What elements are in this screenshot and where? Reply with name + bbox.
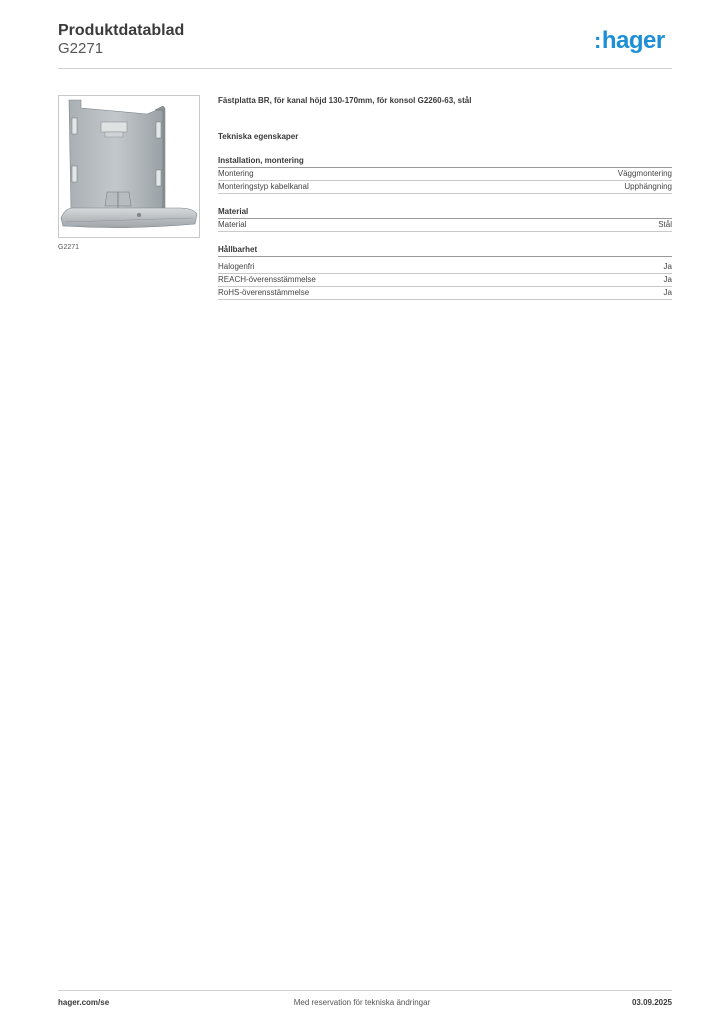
logo-text: hager xyxy=(601,27,665,54)
product-details xyxy=(218,95,672,300)
section-title: Material xyxy=(218,206,672,219)
section-title: Hållbarhet xyxy=(218,244,672,257)
spec-label: Halogenfri xyxy=(218,262,255,271)
product-code: G2271 xyxy=(58,40,104,57)
spec-section-material xyxy=(218,206,672,232)
footer-website: hager.com/se xyxy=(58,998,110,1007)
hager-logo xyxy=(594,28,665,54)
image-caption: G2271 xyxy=(58,244,80,251)
spec-label: Monteringstyp kabelkanal xyxy=(218,182,309,191)
spec-label: REACH-överensstämmelse xyxy=(218,275,316,284)
spec-section-sustainability xyxy=(218,244,672,300)
spec-section-installation xyxy=(218,155,672,194)
spec-label: Montering xyxy=(218,169,254,178)
spec-row xyxy=(218,181,672,194)
spec-label: RoHS-överensstämmelse xyxy=(218,288,310,297)
spec-row xyxy=(218,219,672,232)
spec-value: Ja xyxy=(663,275,672,284)
spec-row xyxy=(218,287,672,300)
spec-row xyxy=(218,168,672,181)
footer-disclaimer: Med reservation för tekniska ändringar xyxy=(293,998,431,1007)
product-image xyxy=(58,95,200,238)
header-divider xyxy=(58,68,672,69)
section-title: Installation, montering xyxy=(218,155,672,168)
footer-divider xyxy=(58,990,672,991)
spec-row xyxy=(218,274,672,287)
spec-value: Väggmontering xyxy=(617,169,672,178)
logo-colon-icon: : xyxy=(594,28,601,53)
specs-title: Tekniska egenskaper xyxy=(218,132,299,141)
spec-value: Ja xyxy=(663,288,672,297)
spec-value: Stål xyxy=(658,220,672,229)
product-description: Fästplatta BR, för kanal höjd 130-170mm, för konsol G2260-63, stål xyxy=(218,96,472,105)
page-title: Produktdatablad xyxy=(58,22,185,39)
spec-value: Upphängning xyxy=(624,182,672,191)
spec-value: Ja xyxy=(663,262,672,271)
mounting-plate-illustration xyxy=(59,96,199,237)
spec-label: Material xyxy=(218,220,247,229)
footer-date: 03.09.2025 xyxy=(631,998,672,1007)
spec-row xyxy=(218,261,672,274)
